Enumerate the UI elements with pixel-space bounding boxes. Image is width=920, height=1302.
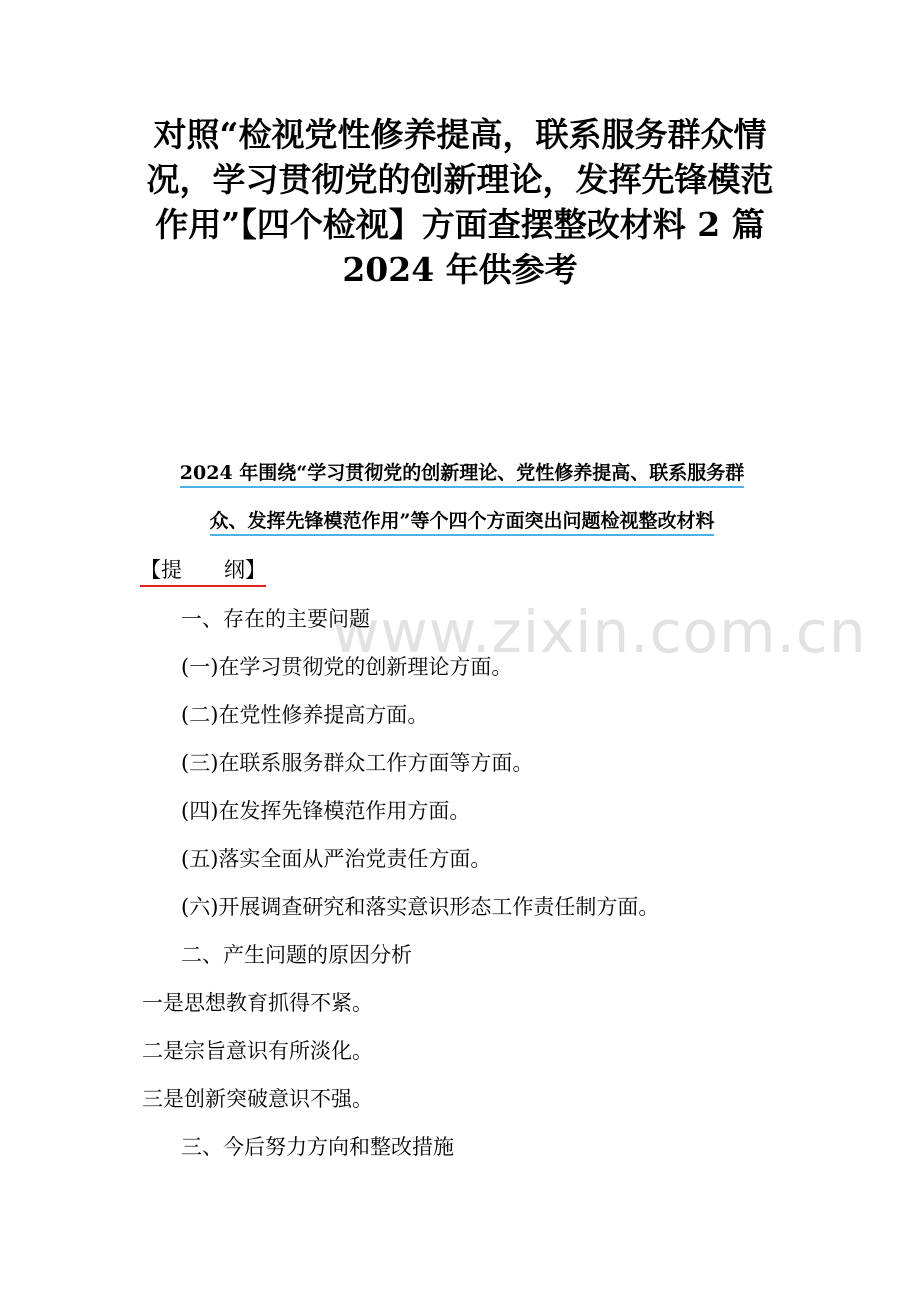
outline-item: (六)开展调查研究和落实意识形态工作责任制方面。: [181, 895, 660, 919]
document-title: [120, 112, 800, 292]
document-subtitle: [142, 458, 782, 536]
title-line: 对照“检视党性修养提高，联系服务群众情: [153, 115, 767, 154]
outline-item: (五)落实全面从严治党责任方面。: [181, 847, 492, 871]
title-line: 况，学习贯彻党的创新理论，发挥先锋模范: [146, 160, 774, 199]
outline-item: (四)在发挥先锋模范作用方面。: [181, 799, 471, 823]
outline-item: (二)在党性修养提高方面。: [181, 703, 429, 727]
outline-item: 一是思想教育抓得不紧。: [142, 991, 373, 1015]
section-heading: 二、产生问题的原因分析: [181, 943, 412, 967]
outline-label: 【提 纲】: [140, 554, 266, 587]
subtitle-line: 2024 年围绕“学习贯彻党的创新理论、党性修养提高、联系服务群: [180, 458, 744, 488]
watermark: www.zixin.com.cn: [332, 598, 867, 666]
outline-item: (一)在学习贯彻党的创新理论方面。: [181, 655, 513, 679]
title-line: 2024 年供参考: [342, 250, 578, 289]
outline-item: (三)在联系服务群众工作方面等方面。: [181, 751, 534, 775]
outline-item: 二是宗旨意识有所淡化。: [142, 1039, 373, 1063]
section-heading: 一、存在的主要问题: [181, 607, 370, 631]
outline-item: 三是创新突破意识不强。: [142, 1087, 373, 1111]
subtitle-line: 众、发挥先锋模范作用”等个四个方面突出问题检视整改材料: [210, 506, 715, 536]
title-line: 作用”【四个检视】方面查摆整改材料 2 篇: [155, 205, 765, 244]
section-heading: 三、今后努力方向和整改措施: [181, 1135, 454, 1159]
